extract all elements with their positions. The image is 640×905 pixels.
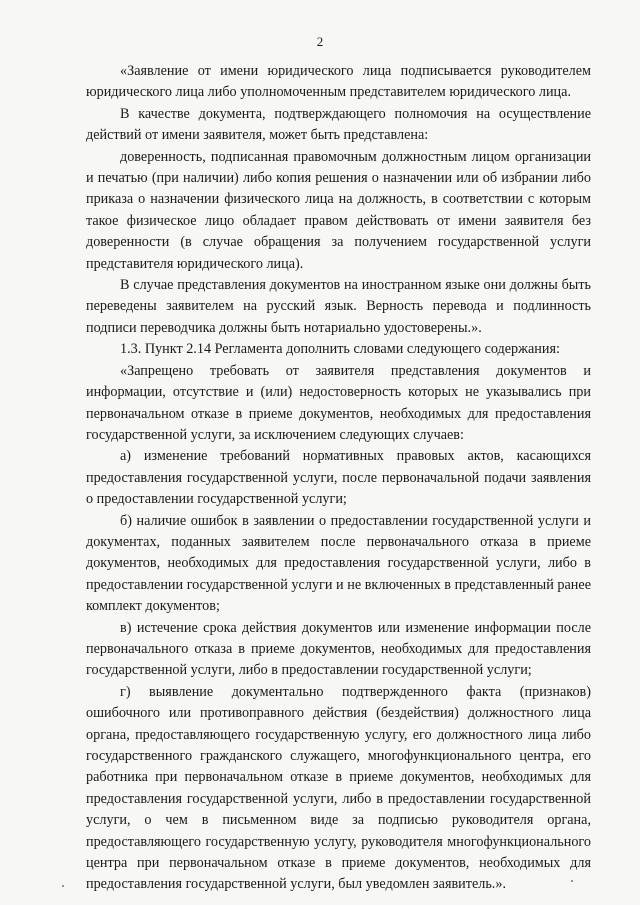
paragraph-foreign-language: В случае представления документов на иностранном языке они должны быть переведены заявителем на русский язык. Верность перевода и подлинность подписи переводчика должны быть нотариально удостоверены.». (86, 277, 591, 336)
scan-speck (62, 885, 64, 887)
paragraph-amendment-1-3: 1.3. Пункт 2.14 Регламента дополнить словами следующего содержания: (120, 341, 560, 358)
paragraph-signature-rule: «Заявление от имени юридического лица подписывается руководителем юридического лица либо уполномоченным представителем юридического лица. (86, 63, 591, 101)
list-item-b: б) наличие ошибок в заявлении о предоставлении государственной услуги и документах, поданных заявителем после первоначального отказа в приеме документов, необходимых для предоставления государственной услуги, либо в предоставлении государственной услуги и не включенных в представленный ранее комплект документов; (86, 512, 591, 615)
list-item-g: г) выявление документально подтвержденного факта (признаков) ошибочного или противоправного действия (бездействия) должностного лица органа, предоставляющего государственную услугу, его должностного лица либо государственного гражданского служащего, многофункционального центра, его работника при первоначальном отказе в приеме документов, необходимых для предоставления государственной услуги, либо в предоставлении государственной услуги, о чем в письменном виде за подписью руководителя органа, предоставляющего государственную услугу, руководителя многофункционального центра при первоначальном отказе в приеме документов, необходимых для предоставления государственной услуги, был уведомлен заявитель.». (86, 683, 591, 893)
list-item-a: а) изменение требований нормативных правовых актов, касающихся предоставления государственной услуги, после первоначальной подачи заявления о предоставлении государственной услуги; (86, 448, 591, 508)
document-body (86, 61, 591, 896)
scan-speck (571, 880, 573, 882)
paragraph-authority-document: В качестве документа, подтверждающего полномочия на осуществление действий от имени заявителя, может быть представлена: (86, 105, 591, 144)
paragraph-prohibition: «Запрещено требовать от заявителя представления документов и информации, отсутствие и (или) недостоверность которых не указывались при первоначальном отказе в приеме документов, необходимых для предоставления государственной услуги, за исключением следующих случаев: (86, 362, 591, 443)
paragraph-power-of-attorney: доверенность, подписанная правомочным должностным лицом организации и печатью (при наличии) либо копия решения о назначении или об избрании либо приказа о назначении физического лица на должность, в соответствии с которым такое физическое лицо обладает правом действовать от имени заявителя без доверенности (в случае обращения за получением государственной услуги представителя юридического лица). (86, 148, 591, 272)
page-number: 2 (316, 34, 324, 49)
list-item-v: в) истечение срока действия документов или изменение информации после первоначального отказа в приеме документов, необходимых для предоставления государственной услуги, либо в предоставлении государственной услуги; (86, 619, 591, 679)
